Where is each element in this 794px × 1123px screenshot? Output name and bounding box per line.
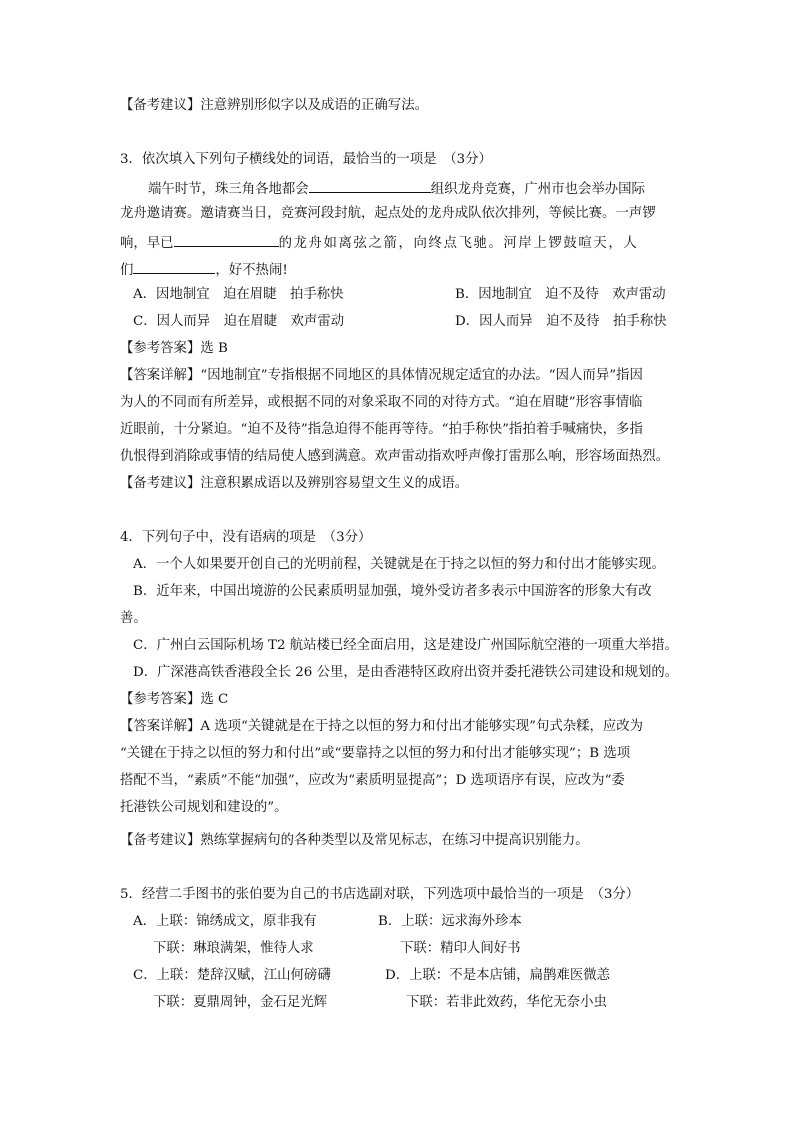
q3-stem: 3．依次填入下列句子横线处的词语，最恰当的一项是 （3分） bbox=[120, 152, 492, 167]
q4-option-a: A．一个人如果要开创自己的光明前程，关键就是在于持之以恒的努力和付出才能够实现。 bbox=[133, 557, 665, 572]
q3-passage-text: 的龙舟如离弦之箭，向终点飞驰。河岸上锣鼓喧天，人 bbox=[278, 236, 639, 251]
q3-passage-text: 端午时节，珠三角各地都会 bbox=[148, 182, 309, 197]
q3-explanation-line4: 仇恨得到消除或事情的结局使人感到满意。欢声雷动指欢呼声像打雷那么响，形容场面热烈。 bbox=[120, 449, 670, 464]
q3-passage-text: ，好不热闹! bbox=[215, 263, 288, 278]
q3-explanation-line3: 近眼前，十分紧迫。“迫不及待”指急迫得不能再等待。“拍手称快”指拍着手喊痛快，多指 bbox=[120, 422, 643, 437]
q5-option-a-lower: 下联：琳琅满架，惟待人求 bbox=[153, 941, 314, 956]
q3-option-d: D．因人而异 迫不及待 拍手称快 bbox=[455, 314, 667, 329]
q3-explanation-line2: 为人的不同而有所差异，或根据不同的对象采取不同的对待方式。“迫在眉睫”形容事情临 bbox=[120, 395, 643, 410]
q3-passage-line2: 龙舟邀请赛。邀请赛当日，竞赛河段封航，起点处的龙舟成队依次排列，等候比赛。一声锣 bbox=[120, 206, 656, 221]
q3-option-c: C．因人而异 迫在眉睫 欢声雷动 bbox=[133, 314, 345, 329]
q5-option-b-lower: 下联：精印人间好书 bbox=[400, 941, 521, 956]
q4-option-b-line1: B．近年来，中国出境游的公民素质明显加强，境外受访者多表示中国游客的形象大有改 bbox=[133, 584, 652, 599]
q3-answer: 【参考答案】选 B bbox=[120, 341, 228, 356]
fill-blank-2 bbox=[174, 232, 279, 247]
q5-option-a-upper: A．上联：锦绣成文，原非我有 bbox=[133, 914, 317, 929]
q3-passage-line3 bbox=[120, 232, 638, 253]
q3-passage-text: 们 bbox=[120, 263, 134, 278]
q4-explanation-line2: “关键在于持之以恒的努力和付出”或“要靠持之以恒的努力和付出才能够实现”；B 选项 bbox=[120, 746, 631, 761]
q3-passage-line1 bbox=[148, 178, 645, 199]
q5-option-b-upper: B．上联：远求海外珍本 bbox=[378, 914, 522, 929]
q3-passage-text: 响，早已 bbox=[120, 236, 174, 251]
q4-study-tip: 【备考建议】熟练掌握病句的各种类型以及常见标志，在练习中提高识别能力。 bbox=[120, 833, 589, 848]
q5-option-d-lower: 下联：若非此效药，华佗无奈小虫 bbox=[406, 995, 607, 1010]
q4-option-b-line2: 善。 bbox=[120, 611, 147, 626]
q3-passage-text: 组织龙舟竞赛，广州市也会举办国际 bbox=[430, 182, 645, 197]
q3-passage-line4 bbox=[120, 259, 288, 280]
q3-option-b: B．因地制宜 迫不及待 欢声雷动 bbox=[455, 287, 666, 302]
q4-explanation-line1: 【答案详解】A 选项“关键就是在于持之以恒的努力和付出才能够实现”句式杂糅，应改为 bbox=[120, 719, 644, 734]
q3-study-tip: 【备考建议】注意积累成语以及辨别容易望文生义的成语。 bbox=[120, 476, 469, 491]
q5-option-c-upper: C．上联：楚辞汉赋，江山何磅礴 bbox=[133, 968, 331, 983]
q5-option-c-lower: 下联：夏鼎周钟，金石足光辉 bbox=[153, 995, 328, 1010]
study-tip: 【备考建议】注意辨别形似字以及成语的正确写法。 bbox=[120, 98, 428, 113]
q3-option-a: A．因地制宜 迫在眉睫 拍手称快 bbox=[133, 287, 344, 302]
fill-blank-3 bbox=[133, 259, 215, 274]
q4-option-d: D．广深港高铁香港段全长 26 公里，是由香港特区政府出资并委托港铁公司建设和规划的。 bbox=[133, 665, 679, 680]
q4-stem: 4．下列句子中，没有语病的项是 （3分） bbox=[120, 530, 372, 545]
q4-explanation-line4: 托港铁公司规划和建设的”。 bbox=[120, 800, 288, 815]
q4-option-c: C．广州白云国际机场 T2 航站楼已经全面启用，这是建设广州国际航空港的一项重大举措。 bbox=[133, 638, 679, 653]
q3-explanation-line1: 【答案详解】“因地制宜”专指根据不同地区的具体情况规定适宜的办法。“因人而异”指因 bbox=[120, 368, 643, 383]
q4-answer: 【参考答案】选 C bbox=[120, 692, 229, 707]
fill-blank-1 bbox=[309, 178, 431, 193]
q5-stem: 5．经营二手图书的张伯要为自己的书店选副对联，下列选项中最恰当的一项是 （3分） bbox=[120, 887, 640, 902]
q4-explanation-line3: 搭配不当，“素质”不能“加强”，应改为“素质明显提高”；D 选项语序有误，应改为“委 bbox=[120, 773, 625, 788]
q5-option-d-upper: D．上联：不是本店铺，扁鹊难医微恙 bbox=[385, 968, 610, 983]
